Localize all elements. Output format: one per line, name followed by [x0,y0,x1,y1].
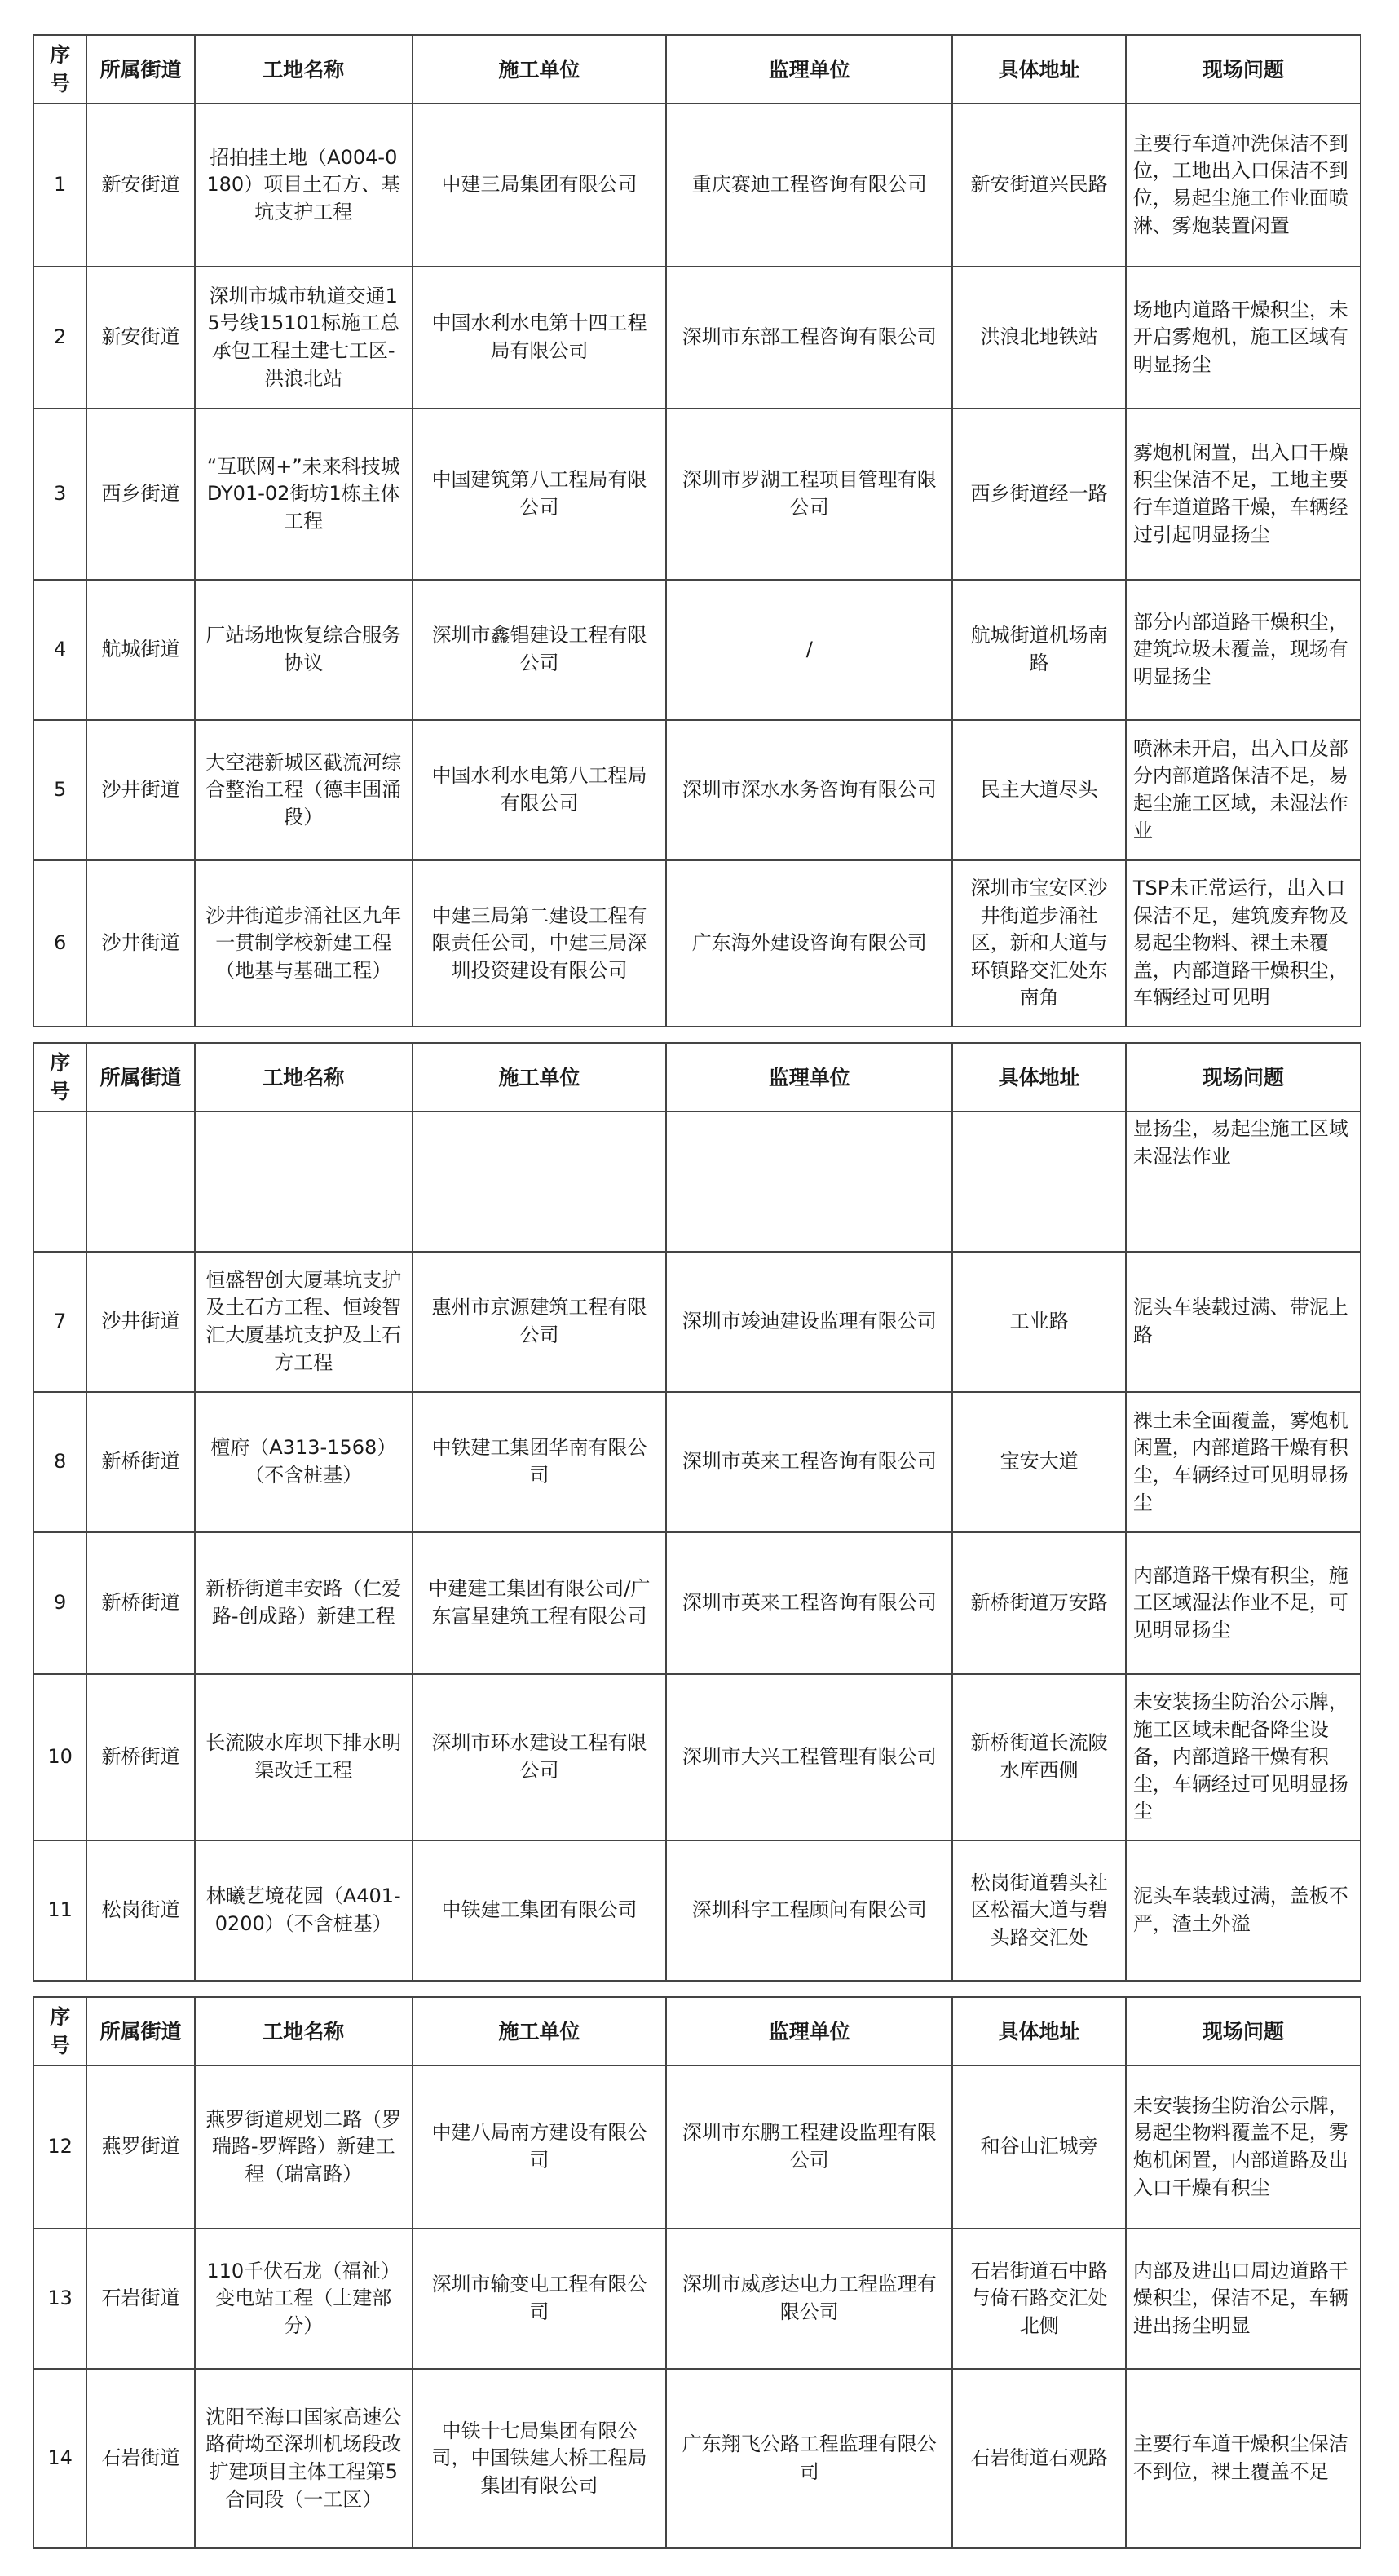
table-row-continuation [33,1111,1361,1252]
row-contractor: 深圳市环水建设工程有限公司 [413,1674,666,1840]
row-no: 8 [33,1392,86,1532]
inspection-table-3 [33,1996,1361,2549]
row-supervisor: 重庆赛迪工程咨询有限公司 [666,104,952,267]
row-site: 新桥街道丰安路（仁爱路-创成路）新建工程 [195,1532,413,1674]
row-supervisor: 深圳市威彦达电力工程监理有限公司 [666,2229,952,2369]
table-row [33,860,1361,1027]
row-site: 沙井街道步涌社区九年一贯制学校新建工程（地基与基础工程） [195,860,413,1027]
row-street: 石岩街道 [86,2369,195,2548]
row-street: 新桥街道 [86,1392,195,1532]
row-site: 林曦艺境花园（A401-0200）（不含桩基） [195,1840,413,1981]
row-supervisor: 深圳市东部工程咨询有限公司 [666,267,952,409]
row-street: 沙井街道 [86,860,195,1027]
header-address: 具体地址 [952,35,1125,104]
row-site: 大空港新城区截流河综合整治工程（德丰围涌段） [195,720,413,860]
header-problem: 现场问题 [1126,1997,1361,2066]
row-address: 西乡街道经一路 [952,409,1125,580]
row-supervisor: 深圳市罗湖工程项目管理有限公司 [666,409,952,580]
row-street: 西乡街道 [86,409,195,580]
table-header-row [33,1043,1361,1111]
header-problem: 现场问题 [1126,35,1361,104]
row-supervisor: 深圳科宇工程顾问有限公司 [666,1840,952,1981]
table-row [33,2229,1361,2369]
table-row [33,267,1361,409]
row-street: 新桥街道 [86,1674,195,1840]
table-row [33,1840,1361,1981]
header-no: 序号 [33,35,86,104]
row-site: 燕罗街道规划二路（罗瑞路-罗辉路）新建工程（瑞富路） [195,2066,413,2229]
row-street: 新安街道 [86,267,195,409]
row-address: 深圳市宝安区沙井街道步涌社区，新和大道与环镇路交汇处东南角 [952,860,1125,1027]
row-street [86,1111,195,1252]
header-street: 所属街道 [86,1043,195,1111]
table-header-row [33,1997,1361,2066]
row-site: 恒盛智创大厦基坑支护及土石方工程、恒竣智汇大厦基坑支护及土石方工程 [195,1252,413,1392]
row-no: 11 [33,1840,86,1981]
header-no: 序号 [33,1997,86,2066]
header-address: 具体地址 [952,1043,1125,1111]
row-problem: 内部及进出口周边道路干燥积尘，保洁不足，车辆进出扬尘明显 [1126,2229,1361,2369]
row-no: 10 [33,1674,86,1840]
row-problem: TSP未正常运行，出入口保洁不足，建筑废弃物及易起尘物料、裸土未覆盖，内部道路干燥积尘，车辆经过可见明 [1126,860,1361,1027]
row-site: 深圳市城市轨道交通15号线15101标施工总承包工程土建七工区-洪浪北站 [195,267,413,409]
row-no [33,1111,86,1252]
header-site: 工地名称 [195,1997,413,2066]
row-no: 1 [33,104,86,267]
row-contractor: 深圳市鑫锠建设工程有限公司 [413,580,666,720]
row-no: 3 [33,409,86,580]
row-contractor: 中建三局集团有限公司 [413,104,666,267]
row-address: 新安街道兴民路 [952,104,1125,267]
header-contractor: 施工单位 [413,35,666,104]
row-no: 2 [33,267,86,409]
row-no: 12 [33,2066,86,2229]
inspection-table-2 [33,1042,1361,1982]
row-problem: 部分内部道路干燥积尘，建筑垃圾未覆盖，现场有明显扬尘 [1126,580,1361,720]
row-address: 松岗街道碧头社区松福大道与碧头路交汇处 [952,1840,1125,1981]
row-street: 燕罗街道 [86,2066,195,2229]
row-street: 松岗街道 [86,1840,195,1981]
row-contractor: 中铁十七局集团有限公司，中国铁建大桥工程局集团有限公司 [413,2369,666,2548]
row-address: 石岩街道石中路与倚石路交汇处北侧 [952,2229,1125,2369]
row-no: 5 [33,720,86,860]
table-row [33,580,1361,720]
row-street: 石岩街道 [86,2229,195,2369]
row-no: 14 [33,2369,86,2548]
row-site: 长流陂水库坝下排水明渠改迁工程 [195,1674,413,1840]
row-address: 洪浪北地铁站 [952,267,1125,409]
row-problem: 主要行车道冲洗保洁不到位，工地出入口保洁不到位，易起尘施工作业面喷淋、雾炮装置闲置 [1126,104,1361,267]
row-problem: 泥头车装载过满，盖板不严，渣土外溢 [1126,1840,1361,1981]
row-problem: 喷淋未开启，出入口及部分内部道路保洁不足，易起尘施工区域，未湿法作业 [1126,720,1361,860]
row-street: 新安街道 [86,104,195,267]
row-supervisor: 深圳市深水水务咨询有限公司 [666,720,952,860]
row-contractor: 中建八局南方建设有限公司 [413,2066,666,2229]
row-address: 石岩街道石观路 [952,2369,1125,2548]
row-supervisor: 深圳市竣迪建设监理有限公司 [666,1252,952,1392]
row-supervisor: / [666,580,952,720]
header-supervisor: 监理单位 [666,1997,952,2066]
row-supervisor: 深圳市大兴工程管理有限公司 [666,1674,952,1840]
row-address: 新桥街道长流陂水库西侧 [952,1674,1125,1840]
row-problem: 雾炮机闲置，出入口干燥积尘保洁不足，工地主要行车道道路干燥，车辆经过引起明显扬尘 [1126,409,1361,580]
row-address: 民主大道尽头 [952,720,1125,860]
row-site: 檀府（A313-1568）（不含桩基） [195,1392,413,1532]
row-no: 9 [33,1532,86,1674]
table-row [33,1532,1361,1674]
row-site: 110千伏石龙（福祉）变电站工程（土建部分） [195,2229,413,2369]
row-no: 13 [33,2229,86,2369]
row-problem: 内部道路干燥有积尘，施工区域湿法作业不足，可见明显扬尘 [1126,1532,1361,1674]
row-contractor: 中建三局第二建设工程有限责任公司，中建三局深圳投资建设有限公司 [413,860,666,1027]
header-site: 工地名称 [195,35,413,104]
header-contractor: 施工单位 [413,1997,666,2066]
row-address: 宝安大道 [952,1392,1125,1532]
table-row [33,720,1361,860]
row-street: 沙井街道 [86,1252,195,1392]
row-problem: 未安装扬尘防治公示牌，施工区域未配备降尘设备，内部道路干燥有积尘，车辆经过可见明显扬尘 [1126,1674,1361,1840]
table-row [33,2066,1361,2229]
table-row [33,409,1361,580]
row-site: 厂站场地恢复综合服务协议 [195,580,413,720]
row-address [952,1111,1125,1252]
row-contractor: 中建建工集团有限公司/广东富星建筑工程有限公司 [413,1532,666,1674]
row-problem: 显扬尘，易起尘施工区域未湿法作业 [1126,1111,1361,1252]
header-supervisor: 监理单位 [666,35,952,104]
row-site [195,1111,413,1252]
row-contractor: 深圳市输变电工程有限公司 [413,2229,666,2369]
row-supervisor [666,1111,952,1252]
row-no: 7 [33,1252,86,1392]
header-problem: 现场问题 [1126,1043,1361,1111]
row-supervisor: 深圳市英来工程咨询有限公司 [666,1392,952,1532]
row-contractor [413,1111,666,1252]
header-contractor: 施工单位 [413,1043,666,1111]
row-address: 新桥街道万安路 [952,1532,1125,1674]
row-site: 招拍挂土地（A004-0180）项目土石方、基坑支护工程 [195,104,413,267]
row-supervisor: 广东海外建设咨询有限公司 [666,860,952,1027]
row-address: 工业路 [952,1252,1125,1392]
row-contractor: 中国水利水电第十四工程局有限公司 [413,267,666,409]
row-street: 航城街道 [86,580,195,720]
row-no: 4 [33,580,86,720]
row-contractor: 中国建筑第八工程局有限公司 [413,409,666,580]
table-row [33,2369,1361,2548]
row-contractor: 中国水利水电第八工程局有限公司 [413,720,666,860]
table-row [33,1252,1361,1392]
row-street: 沙井街道 [86,720,195,860]
header-site: 工地名称 [195,1043,413,1111]
row-street: 新桥街道 [86,1532,195,1674]
row-problem: 场地内道路干燥积尘，未开启雾炮机，施工区域有明显扬尘 [1126,267,1361,409]
inspection-table-1 [33,34,1361,1027]
row-address: 和谷山汇城旁 [952,2066,1125,2229]
table-row [33,104,1361,267]
table-row [33,1392,1361,1532]
row-problem: 裸土未全面覆盖，雾炮机闲置，内部道路干燥有积尘，车辆经过可见明显扬尘 [1126,1392,1361,1532]
header-street: 所属街道 [86,35,195,104]
row-problem: 泥头车装载过满、带泥上路 [1126,1252,1361,1392]
row-no: 6 [33,860,86,1027]
row-address: 航城街道机场南路 [952,580,1125,720]
table-row [33,1674,1361,1840]
row-problem: 主要行车道干燥积尘保洁不到位，裸土覆盖不足 [1126,2369,1361,2548]
row-supervisor: 广东翔飞公路工程监理有限公司 [666,2369,952,2548]
header-supervisor: 监理单位 [666,1043,952,1111]
row-supervisor: 深圳市东鹏工程建设监理有限公司 [666,2066,952,2229]
row-contractor: 惠州市京源建筑工程有限公司 [413,1252,666,1392]
row-supervisor: 深圳市英来工程咨询有限公司 [666,1532,952,1674]
row-contractor: 中铁建工集团华南有限公司 [413,1392,666,1532]
row-contractor: 中铁建工集团有限公司 [413,1840,666,1981]
header-street: 所属街道 [86,1997,195,2066]
row-site: “互联网+”未来科技城DY01-02街坊1栋主体工程 [195,409,413,580]
header-no: 序号 [33,1043,86,1111]
header-address: 具体地址 [952,1997,1125,2066]
row-site: 沈阳至海口国家高速公路荷坳至深圳机场段改扩建项目主体工程第5合同段（一工区） [195,2369,413,2548]
row-problem: 未安装扬尘防治公示牌，易起尘物料覆盖不足，雾炮机闲置，内部道路及出入口干燥有积尘 [1126,2066,1361,2229]
table-header-row [33,35,1361,104]
